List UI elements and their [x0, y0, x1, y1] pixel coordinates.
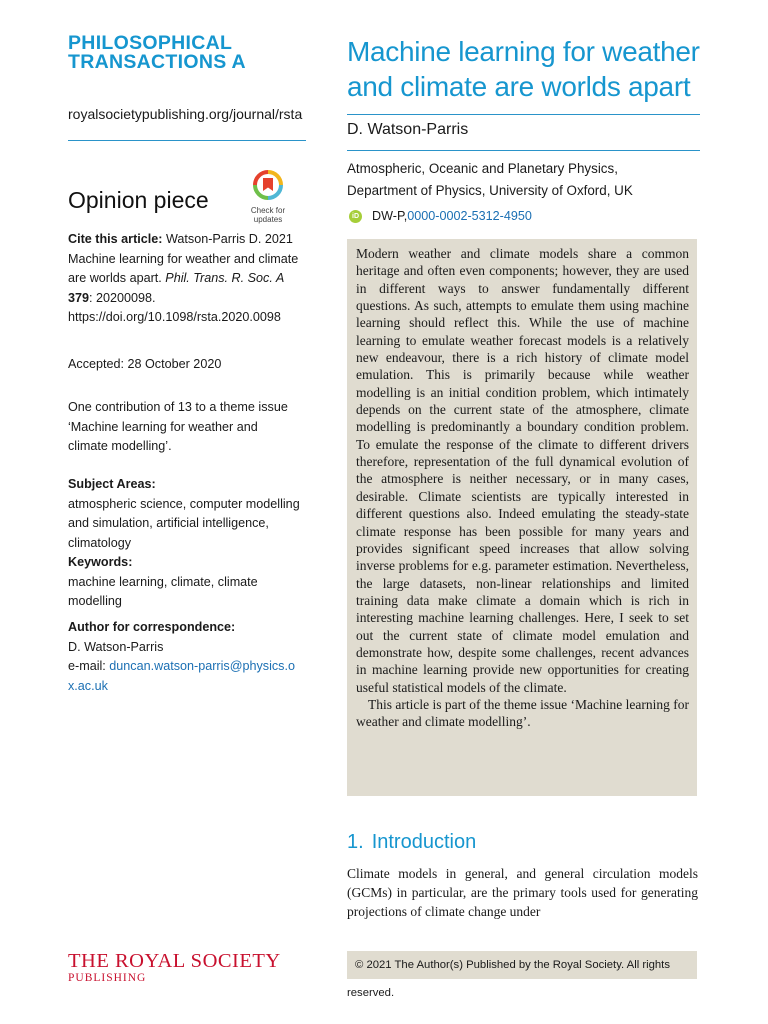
journal-name	[68, 34, 246, 72]
correspondence-name: D. Watson-Parris	[68, 639, 164, 654]
orcid-icon: iD	[349, 210, 362, 223]
keywords	[68, 553, 300, 612]
citation-pages: : 20200098.	[89, 290, 156, 305]
citation-journal: Phil. Trans. R. Soc. A	[165, 271, 285, 286]
abstract-theme-note: This article is part of the theme issue ‘Machine learning for weather and climate modelling’.	[356, 696, 689, 730]
subject-areas-text: atmospheric science, computer modelling and simulation, artificial intelligence, climatology	[68, 496, 300, 550]
accepted-date: Accepted: 28 October 2020	[68, 357, 222, 371]
correspondence-heading: Author for correspondence:	[68, 620, 236, 634]
theme-issue-note: One contribution of 13 to a theme issue ‘Machine learning for weather and climate modelling’.	[68, 400, 288, 454]
section-title: Introduction	[371, 831, 477, 853]
royal-society-logo[interactable]	[68, 951, 281, 985]
check-for-updates-icon	[252, 170, 284, 200]
section-number: 1.	[347, 831, 364, 853]
orcid-row	[347, 207, 532, 225]
journal-name-line1: PHILOSOPHICAL	[68, 32, 233, 54]
check-for-updates-badge[interactable]	[244, 170, 292, 224]
abstract-paragraph: Modern weather and climate models share a common heritage and often even components; however, they are used in different ways to answer fundamentally different questions. As such, attempts to emulate them using machine learning should reflect this. While the use of machine learning to emulate weather forecast models is a relatively new endeavour, there is a rich history of climate model emulation. This is primarily because while weather modelling is an initial condition problem, which intimately depends on the current state of the atmosphere, climate modelling is predominantly a boundary condition problem. To emulate the response of the climate to different drivers therefore, representation of the full dynamical evolution of the atmosphere is neither necessary, or in many cases, desirable. Climate scientists are typically interested in different questions also. Indeed emulating the steady-state climate response has been possible for many years and provides significant speed increases that allow solving inverse problems for e.g. parameter estimation. Nevertheless, the large datasets, non-linear relationships and limited training data make climate a domain which is rich in interesting machine learning challenges. Here, I seek to set out the current state of climate model emulation and demonstrate how, despite some challenges, recent advances in machine learning provide new opportunities for creating useful statistical models of the climate.	[356, 246, 689, 695]
article-type: Opinion piece	[68, 187, 209, 213]
subject-areas	[68, 475, 300, 553]
email-link[interactable]: duncan.watson-parris@physics.ox.ac.uk	[68, 659, 295, 693]
author-divider	[347, 150, 700, 151]
publisher-sub: PUBLISHING	[68, 972, 147, 984]
title-divider	[347, 114, 700, 115]
copyright-text: © 2021 The Author(s) Published by the Royal Society. All rights reserved.	[347, 959, 670, 999]
correspondence	[68, 618, 300, 696]
check-for-updates-line2: updates	[253, 214, 283, 224]
citation-volume: 379	[68, 290, 90, 305]
left-divider	[68, 140, 306, 141]
affiliation: Atmospheric, Oceanic and Planetary Physics, Department of Physics, University of Oxford, UK	[347, 161, 633, 198]
abstract-box	[347, 239, 697, 796]
copyright-bar	[347, 951, 697, 999]
journal-name-line2: TRANSACTIONS A	[68, 51, 246, 73]
intro-paragraph: Climate models in general, and general circulation models (GCMs) in particular, are the primary tools used for generating projections of climate change under	[347, 866, 698, 919]
orcid-initials: DW-P,	[372, 209, 408, 223]
keywords-heading: Keywords:	[68, 555, 133, 569]
author-name: D. Watson-Parris	[347, 121, 469, 138]
publisher-name: THE ROYAL SOCIETY	[68, 950, 281, 972]
journal-url[interactable]: royalsocietypublishing.org/journal/rsta	[68, 106, 303, 122]
subject-areas-heading: Subject Areas:	[68, 477, 156, 491]
citation-block	[68, 230, 300, 328]
article-title: Machine learning for weather and climate are worlds apart	[347, 36, 700, 102]
section-heading	[347, 831, 476, 854]
check-for-updates-line1: Check for	[250, 206, 286, 215]
orcid-link[interactable]: 0000-0002-5312-4950	[407, 209, 532, 223]
email-label: e-mail:	[68, 659, 110, 674]
citation-label: Cite this article:	[68, 232, 163, 246]
citation-text: Watson-Parris D. 2021 Machine learning for weather and climate are worlds apart.	[68, 232, 299, 286]
keywords-text: machine learning, climate, climate modelling	[68, 574, 258, 609]
citation-doi[interactable]: https://doi.org/10.1098/rsta.2020.0098	[68, 310, 281, 325]
